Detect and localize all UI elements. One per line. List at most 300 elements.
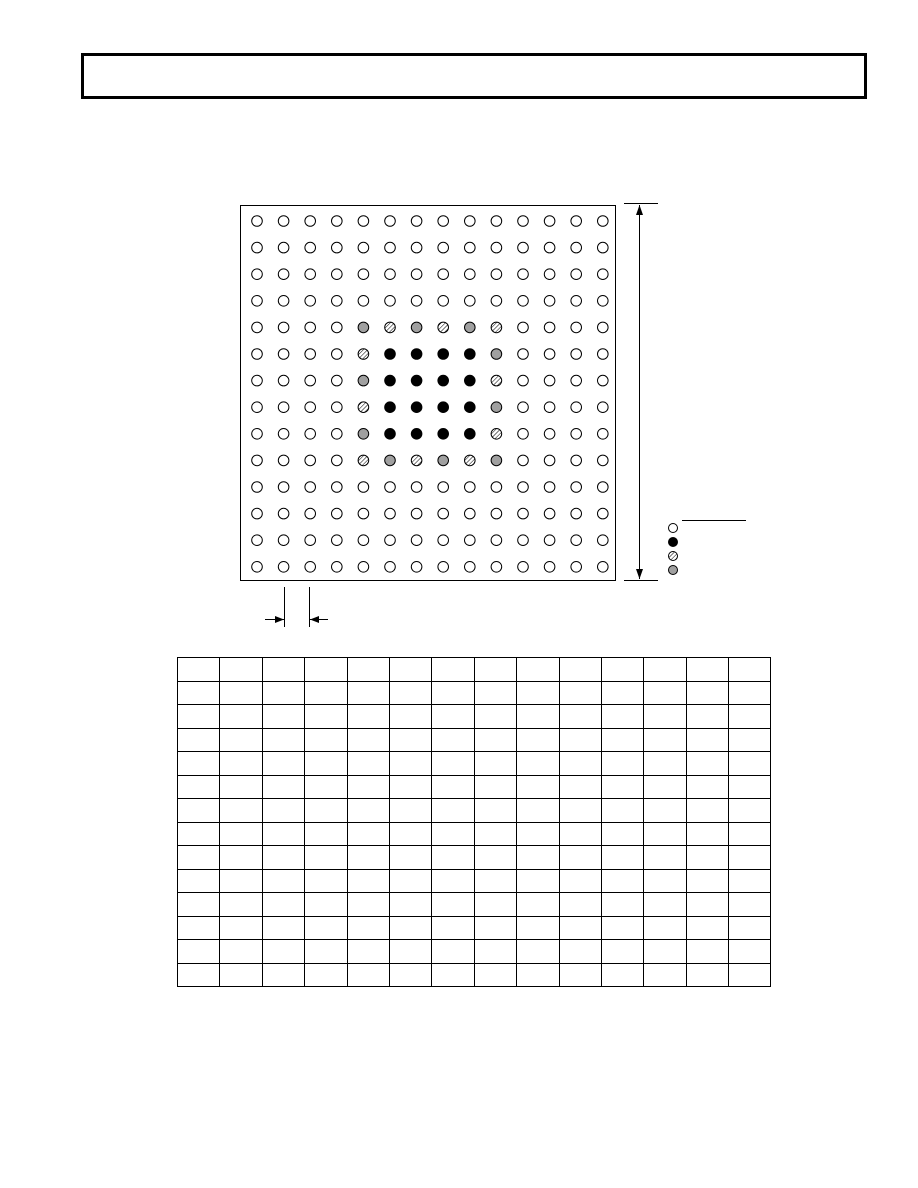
pin-open: [411, 508, 422, 519]
table-cell: [474, 822, 516, 846]
pin-open: [411, 482, 422, 493]
pin-open: [518, 242, 529, 253]
pin-open: [544, 508, 555, 519]
height-dimension: [624, 204, 658, 581]
pin-open: [252, 482, 263, 493]
table-cell: [262, 822, 304, 846]
pin-open: [332, 562, 343, 573]
pin-open: [465, 482, 476, 493]
table-cell: [305, 799, 347, 823]
pin-open: [491, 242, 502, 253]
table-cell: [432, 752, 474, 776]
pin-open: [598, 322, 609, 333]
pin-open: [358, 535, 369, 546]
table-cell: [601, 705, 643, 729]
pin-open: [571, 216, 582, 227]
table-cell: [517, 916, 559, 940]
pin-open: [518, 508, 529, 519]
table-cell: [686, 963, 728, 987]
table-cell: [305, 775, 347, 799]
table-cell: [347, 893, 389, 917]
table-cell: [474, 869, 516, 893]
arrow-down-icon: [636, 569, 643, 579]
pin-open: [252, 429, 263, 440]
pin-filled: [465, 429, 476, 440]
table-cell: [432, 846, 474, 870]
pin-open: [491, 508, 502, 519]
table-cell: [389, 893, 431, 917]
pin-open: [465, 535, 476, 546]
pin-open: [252, 562, 263, 573]
pin-gray: [358, 375, 369, 386]
pin-open: [252, 508, 263, 519]
pin-open: [332, 216, 343, 227]
table-cell: [389, 728, 431, 752]
pin-open: [465, 269, 476, 280]
pin-gray: [411, 322, 422, 333]
table-cell: [389, 963, 431, 987]
table-cell: [559, 846, 601, 870]
table-cell: [389, 775, 431, 799]
table-cell: [474, 799, 516, 823]
pin-open: [252, 269, 263, 280]
pin-open: [518, 562, 529, 573]
pin-open: [385, 216, 396, 227]
package-outline: [241, 206, 616, 581]
pin-open: [491, 562, 502, 573]
table-cell: [178, 963, 220, 987]
pin-open: [332, 322, 343, 333]
legend-filled-icon: [669, 538, 678, 547]
pin-open: [252, 296, 263, 307]
table-cell: [347, 658, 389, 682]
table-cell: [517, 822, 559, 846]
table-cell: [347, 775, 389, 799]
table-cell: [432, 775, 474, 799]
table-cell: [686, 940, 728, 964]
pin-open: [571, 429, 582, 440]
table-cell: [517, 799, 559, 823]
pin-open: [278, 349, 289, 360]
pin-open: [571, 535, 582, 546]
table-cell: [601, 963, 643, 987]
pin-open: [385, 482, 396, 493]
pin-open: [358, 242, 369, 253]
pin-filled: [465, 402, 476, 413]
pin-open: [518, 402, 529, 413]
table-cell: [220, 799, 262, 823]
table-cell: [644, 775, 686, 799]
table-cell: [389, 705, 431, 729]
pin-open: [252, 455, 263, 466]
table-cell: [262, 940, 304, 964]
table-cell: [559, 916, 601, 940]
pin-open: [544, 242, 555, 253]
table-cell: [686, 728, 728, 752]
pin-open: [518, 375, 529, 386]
pin-open: [411, 269, 422, 280]
pin-open: [491, 296, 502, 307]
table-cell: [686, 846, 728, 870]
pin-open: [305, 508, 316, 519]
pin-open: [465, 508, 476, 519]
table-cell: [220, 963, 262, 987]
pin-open: [518, 216, 529, 227]
table-cell: [601, 940, 643, 964]
table-cell: [686, 775, 728, 799]
pin-open: [252, 349, 263, 360]
table-cell: [474, 681, 516, 705]
pin-open: [544, 429, 555, 440]
table-cell: [474, 705, 516, 729]
pin-open: [571, 402, 582, 413]
pin-hatched: [385, 322, 396, 333]
pin-open: [305, 296, 316, 307]
pin-open: [385, 535, 396, 546]
pin-open: [332, 402, 343, 413]
table-cell: [178, 916, 220, 940]
pin-filled: [465, 349, 476, 360]
pin-filled: [385, 349, 396, 360]
pin-open: [358, 482, 369, 493]
table-cell: [432, 705, 474, 729]
table-cell: [178, 846, 220, 870]
table-cell: [474, 893, 516, 917]
table-cell: [559, 705, 601, 729]
pin-open: [571, 242, 582, 253]
pin-open: [385, 562, 396, 573]
pin-open: [278, 216, 289, 227]
pin-open: [465, 242, 476, 253]
pin-filled: [385, 375, 396, 386]
table-cell: [559, 728, 601, 752]
pin-open: [571, 269, 582, 280]
pin-open: [332, 349, 343, 360]
table-cell: [347, 940, 389, 964]
table-cell: [389, 846, 431, 870]
pin-open: [252, 375, 263, 386]
table-cell: [220, 893, 262, 917]
table-cell: [220, 752, 262, 776]
table-cell: [517, 705, 559, 729]
pin-gray: [358, 429, 369, 440]
table-cell: [644, 893, 686, 917]
table-cell: [178, 893, 220, 917]
table-cell: [644, 846, 686, 870]
table-cell: [517, 752, 559, 776]
table-cell: [178, 940, 220, 964]
pin-open: [358, 296, 369, 307]
pin-open: [598, 216, 609, 227]
table-cell: [559, 658, 601, 682]
table-cell: [220, 916, 262, 940]
table-cell: [262, 916, 304, 940]
table-cell: [305, 728, 347, 752]
pin-open: [278, 535, 289, 546]
pin-open: [332, 482, 343, 493]
table-cell: [262, 799, 304, 823]
table-cell: [305, 846, 347, 870]
pin-open: [491, 269, 502, 280]
pin-open: [411, 296, 422, 307]
table-cell: [220, 846, 262, 870]
pin-filled: [385, 429, 396, 440]
table-cell: [262, 728, 304, 752]
pin-open: [598, 375, 609, 386]
table-cell: [729, 799, 771, 823]
table-cell: [347, 963, 389, 987]
pin-open: [438, 535, 449, 546]
table-row: [178, 916, 771, 940]
table-cell: [347, 752, 389, 776]
table-cell: [178, 752, 220, 776]
pin-open: [598, 349, 609, 360]
table-cell: [305, 893, 347, 917]
pin-open: [305, 349, 316, 360]
table-cell: [178, 681, 220, 705]
legend-hatched-icon: [669, 552, 678, 561]
pin-open: [252, 322, 263, 333]
table-cell: [686, 822, 728, 846]
table-cell: [262, 752, 304, 776]
pin-gray: [491, 455, 502, 466]
pin-open: [544, 455, 555, 466]
pin-open: [278, 296, 289, 307]
table-cell: [559, 799, 601, 823]
table-cell: [220, 775, 262, 799]
table-cell: [305, 916, 347, 940]
table-cell: [432, 681, 474, 705]
table-cell: [644, 869, 686, 893]
pin-open: [598, 535, 609, 546]
table-cell: [220, 728, 262, 752]
pin-open: [411, 242, 422, 253]
pin-open: [544, 402, 555, 413]
pin-filled: [411, 375, 422, 386]
table-row: [178, 705, 771, 729]
table-cell: [432, 658, 474, 682]
table-cell: [178, 728, 220, 752]
pin-open: [571, 375, 582, 386]
table-cell: [686, 752, 728, 776]
table-cell: [347, 869, 389, 893]
table-cell: [559, 893, 601, 917]
table-cell: [729, 728, 771, 752]
table-cell: [729, 822, 771, 846]
pin-open: [305, 482, 316, 493]
pin-open: [518, 455, 529, 466]
table-cell: [432, 799, 474, 823]
pitch-dimension: [265, 587, 328, 627]
table-cell: [644, 658, 686, 682]
table-cell: [305, 869, 347, 893]
table-row: [178, 799, 771, 823]
pin-open: [252, 535, 263, 546]
table-cell: [517, 869, 559, 893]
table-cell: [559, 822, 601, 846]
table-cell: [644, 963, 686, 987]
table-cell: [644, 940, 686, 964]
pin-filled: [438, 429, 449, 440]
table-cell: [389, 658, 431, 682]
table-cell: [305, 681, 347, 705]
table-cell: [474, 963, 516, 987]
pin-open: [571, 322, 582, 333]
table-cell: [644, 799, 686, 823]
pin-open: [544, 269, 555, 280]
table-row: [178, 963, 771, 987]
pin-filled: [438, 375, 449, 386]
table-cell: [389, 752, 431, 776]
table-cell: [305, 822, 347, 846]
table-cell: [601, 799, 643, 823]
table-cell: [262, 869, 304, 893]
table-cell: [432, 940, 474, 964]
pin-open: [544, 296, 555, 307]
arrow-left-icon: [310, 616, 319, 623]
table-cell: [517, 893, 559, 917]
table-cell: [262, 963, 304, 987]
pin-open: [438, 269, 449, 280]
pin-gray: [491, 349, 502, 360]
pin-hatched: [358, 455, 369, 466]
table-cell: [474, 940, 516, 964]
pin-open: [544, 535, 555, 546]
pin-gray: [358, 322, 369, 333]
table-cell: [220, 940, 262, 964]
table-cell: [559, 940, 601, 964]
table-cell: [601, 893, 643, 917]
table-cell: [389, 869, 431, 893]
pin-open: [252, 242, 263, 253]
pin-open: [598, 269, 609, 280]
table-cell: [178, 658, 220, 682]
table-cell: [686, 799, 728, 823]
table-cell: [305, 940, 347, 964]
pin-open: [518, 482, 529, 493]
arrow-up-icon: [636, 205, 643, 215]
pin-open: [358, 269, 369, 280]
pin-gray: [465, 322, 476, 333]
table-row: [178, 775, 771, 799]
pin-open: [332, 535, 343, 546]
table-cell: [432, 916, 474, 940]
pin-open: [278, 322, 289, 333]
table-cell: [178, 705, 220, 729]
pin-open: [438, 482, 449, 493]
pin-open: [332, 242, 343, 253]
pin-open: [518, 349, 529, 360]
table-row: [178, 869, 771, 893]
table-cell: [729, 681, 771, 705]
table-cell: [729, 940, 771, 964]
pin-open: [598, 429, 609, 440]
pin-open: [278, 562, 289, 573]
pin-open: [438, 296, 449, 307]
table-cell: [432, 963, 474, 987]
table-cell: [686, 893, 728, 917]
table-cell: [389, 799, 431, 823]
table-cell: [601, 822, 643, 846]
pin-open: [358, 562, 369, 573]
table-cell: [686, 681, 728, 705]
table-cell: [517, 940, 559, 964]
pin-open: [598, 296, 609, 307]
pin-open: [305, 375, 316, 386]
table-row: [178, 893, 771, 917]
table-cell: [517, 728, 559, 752]
table-cell: [686, 869, 728, 893]
pin-open: [438, 508, 449, 519]
pin-open: [385, 296, 396, 307]
pin-open: [571, 349, 582, 360]
table-row: [178, 728, 771, 752]
pin-legend: [669, 524, 678, 575]
table-cell: [644, 916, 686, 940]
table-cell: [220, 658, 262, 682]
table-cell: [305, 658, 347, 682]
table-cell: [729, 752, 771, 776]
pin-open: [571, 296, 582, 307]
pin-open: [544, 322, 555, 333]
pin-open: [332, 455, 343, 466]
pin-filled: [411, 402, 422, 413]
pin-open: [305, 455, 316, 466]
table-cell: [347, 916, 389, 940]
table-cell: [347, 822, 389, 846]
pin-open: [332, 429, 343, 440]
pin-open: [385, 269, 396, 280]
pin-open: [598, 482, 609, 493]
pin-filled: [465, 375, 476, 386]
pin-filled: [438, 349, 449, 360]
table-cell: [220, 822, 262, 846]
pin-open: [305, 402, 316, 413]
table-cell: [474, 658, 516, 682]
table-cell: [178, 775, 220, 799]
pin-hatched: [358, 349, 369, 360]
pin-hatched: [491, 322, 502, 333]
pin-open: [305, 216, 316, 227]
pin-open: [278, 242, 289, 253]
pin-open: [278, 455, 289, 466]
pin-open: [332, 375, 343, 386]
pin-open: [571, 455, 582, 466]
pin-open: [438, 216, 449, 227]
table-cell: [601, 775, 643, 799]
table-cell: [305, 752, 347, 776]
pin-open: [598, 508, 609, 519]
pin-open: [598, 455, 609, 466]
table-cell: [601, 846, 643, 870]
table-cell: [559, 963, 601, 987]
pin-open: [305, 562, 316, 573]
pin-open: [465, 562, 476, 573]
table-cell: [729, 916, 771, 940]
table-cell: [644, 752, 686, 776]
table-cell: [474, 728, 516, 752]
pin-open: [411, 216, 422, 227]
pin-open: [544, 375, 555, 386]
table-cell: [729, 869, 771, 893]
pin-open: [252, 216, 263, 227]
pin-open: [518, 269, 529, 280]
pin-open: [544, 482, 555, 493]
table-cell: [559, 775, 601, 799]
pin-gray: [491, 402, 502, 413]
pin-open: [544, 562, 555, 573]
table-cell: [729, 893, 771, 917]
